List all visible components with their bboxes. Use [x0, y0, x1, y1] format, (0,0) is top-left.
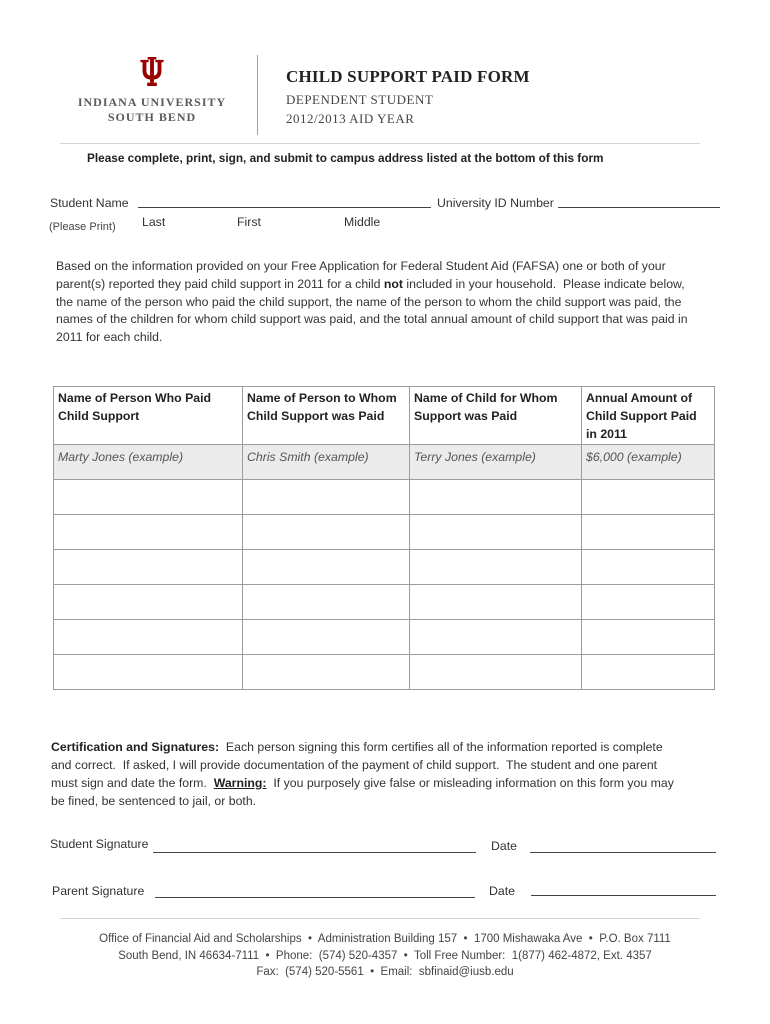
header-text: Name of Person Who Paid [58, 391, 212, 405]
university-wordmark [62, 95, 242, 125]
emphasis-not: not [383, 276, 404, 291]
certification-line [51, 774, 674, 792]
table-cell[interactable] [243, 550, 410, 585]
table-cell[interactable] [54, 655, 243, 690]
footer-line: South Bend, IN 46634-7111 • Phone: (574) 520-4357 • Toll Free Number: 1(877) 462-4872, Ext. 4357 [118, 949, 652, 962]
student-signature-field[interactable] [153, 838, 476, 853]
form-directive: Please complete, print, sign, and submit to campus address listed at the bottom of this form [87, 151, 604, 165]
table-cell[interactable] [410, 585, 582, 620]
parent-signature-label: Parent Signature [52, 884, 145, 898]
table-cell[interactable] [243, 480, 410, 515]
office-address-footer [0, 931, 770, 981]
iu-trident-icon [140, 57, 164, 86]
university-name: INDIANA UNIVERSITY [77, 95, 227, 109]
child-support-table [53, 386, 715, 690]
table-cell[interactable] [582, 620, 715, 655]
instructions-text: included in your household. Please indicate below, [403, 276, 685, 291]
certification-text: If you purposely give false or misleading information on this form you may [266, 776, 674, 790]
form-title: CHILD SUPPORT PAID FORM [286, 67, 530, 86]
certification-line: and correct. If asked, I will provide documentation of the payment of child support. The student and one parent [51, 758, 658, 772]
table-cell[interactable] [410, 550, 582, 585]
table-cell[interactable] [582, 515, 715, 550]
example-cell-amount: $6,000 (example) [582, 445, 715, 480]
student-date-field[interactable] [530, 838, 716, 853]
table-cell[interactable] [410, 515, 582, 550]
university-id-label: University ID Number [437, 196, 554, 210]
example-cell-payer: Marty Jones (example) [54, 445, 243, 480]
student-signature-label: Student Signature [50, 837, 149, 851]
instructions-line: the name of the person who paid the child support, the name of the person to whom the child support was paid, the [56, 294, 682, 309]
column-header-payee [243, 387, 410, 445]
table-cell[interactable] [243, 515, 410, 550]
certification-text: Each person signing this form certifies all of the information reported is complete [219, 740, 663, 754]
example-cell-payee: Chris Smith (example) [243, 445, 410, 480]
table-cell[interactable] [582, 550, 715, 585]
table-cell[interactable] [54, 515, 243, 550]
table-cell[interactable] [410, 480, 582, 515]
header-text: in 2011 [586, 427, 628, 441]
footer-line: Office of Financial Aid and Scholarships • Administration Building 157 • 1700 Mishawaka Ave • P.O. Box 7111 [99, 933, 671, 945]
header-text: Name of Person to Whom [247, 391, 397, 405]
header-text: Annual Amount of [586, 391, 693, 405]
certification-text: must sign and date the form. [51, 776, 214, 790]
table-cell[interactable] [54, 585, 243, 620]
parent-signature-field[interactable] [155, 883, 475, 898]
table-cell[interactable] [582, 480, 715, 515]
instructions-line: Based on the information provided on your Free Application for Federal Student Aid (FAFSA) one or both of your [56, 259, 666, 273]
column-header-amount [582, 387, 715, 445]
instructions-text: parent(s) reported they paid child support in 2011 for a child [56, 276, 384, 291]
certification-heading: Certification and Signatures: [51, 740, 220, 754]
please-print-note: (Please Print) [49, 221, 116, 233]
name-part-first: First [237, 215, 261, 229]
instructions-line [56, 276, 688, 294]
table-cell[interactable] [54, 550, 243, 585]
table-cell[interactable] [410, 620, 582, 655]
parent-date-field[interactable] [531, 881, 716, 896]
table-cell[interactable] [54, 620, 243, 655]
name-part-middle: Middle [344, 215, 381, 229]
instructions-line: names of the children for whom child support was paid, and the total annual amount of child support that was paid in [56, 312, 688, 327]
table-cell[interactable] [243, 620, 410, 655]
certification-line: be fined, be sentenced to jail, or both. [51, 794, 257, 808]
table-cell[interactable] [410, 655, 582, 690]
table-cell[interactable] [54, 480, 243, 515]
certification-line [51, 738, 674, 756]
certification-paragraph [51, 738, 674, 810]
footer-rule [60, 918, 700, 919]
warning-label: Warning: [213, 776, 267, 790]
parent-date-label: Date [489, 884, 515, 898]
instructions-line: 2011 for each child. [56, 330, 163, 345]
student-date-label: Date [491, 839, 517, 853]
header-text: Child Support was Paid [247, 409, 385, 423]
student-name-label: Student Name [50, 196, 129, 210]
university-id-field[interactable] [558, 193, 720, 208]
header-text: Child Support [58, 409, 140, 423]
example-cell-child: Terry Jones (example) [410, 445, 582, 480]
table-cell[interactable] [582, 655, 715, 690]
header-divider [257, 55, 258, 135]
header-text: Child Support Paid [586, 409, 697, 423]
table-cell[interactable] [582, 585, 715, 620]
name-part-last: Last [142, 215, 166, 229]
header-text: Name of Child for Whom [414, 391, 558, 405]
header-rule [60, 143, 700, 144]
column-header-child [410, 387, 582, 445]
footer-line: Fax: (574) 520-5561 • Email: sbfinaid@iusb.edu [256, 966, 514, 978]
table-cell[interactable] [243, 655, 410, 690]
student-name-field[interactable] [138, 193, 431, 208]
instructions-paragraph [56, 258, 688, 347]
aid-year: 2012/2013 AID YEAR [286, 111, 415, 126]
table-cell[interactable] [243, 585, 410, 620]
campus-name: SOUTH BEND [107, 110, 197, 124]
column-header-payer [54, 387, 243, 445]
form-subtitle: DEPENDENT STUDENT [286, 92, 434, 107]
header-text: Support was Paid [414, 409, 518, 423]
